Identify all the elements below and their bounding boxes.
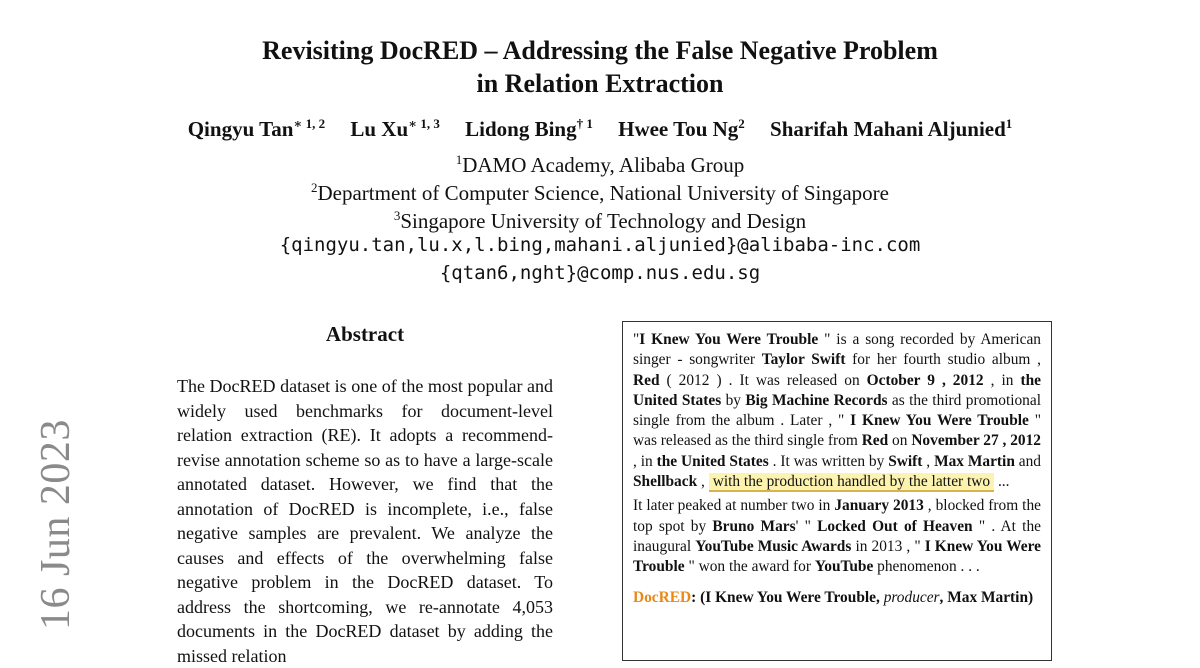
fig-p1-run-8: , in [983, 371, 1021, 389]
author-2: Lu $Xu^{∗ 1, 3}$ [350, 116, 440, 141]
fig-p1-run-1: I Knew You Were Trouble [639, 331, 819, 348]
fig-p1-run-10: by [721, 391, 746, 409]
fig-p2-run-4: ' " [795, 517, 818, 535]
figure-docred-annotation: DocRED: (I Knew You Were Trouble, producer, Max Martin) [633, 588, 1034, 606]
fig-p1-run-5: Red [633, 371, 660, 389]
fig-p2-run-5: Locked Out of Heaven [817, 517, 973, 535]
fig-p2-run-0: It later peaked at number two in [633, 497, 835, 515]
affiliation-1: $^1$DAMO Academy, Alibaba Group [455, 152, 745, 177]
fig-p1-run-11: Big Machine Records [745, 391, 888, 409]
fig-p1-run-17: November 27 , 2012 [911, 432, 1041, 450]
fig-p2-run-10: " won the award for [684, 558, 815, 576]
author-3: Lidong Bing$^{\dagger 1}$ [465, 116, 593, 141]
fig-p2-run-7: YouTube Music Awards [695, 537, 852, 555]
fig-p1-run-24: and [1014, 452, 1042, 470]
docred-label: DocRED [633, 588, 692, 606]
fig-p1-run-20: . It was written by [768, 452, 889, 470]
fig-p1-run-14: " was released as the third single from [633, 412, 1041, 450]
fig-p1-run-22: , [922, 452, 935, 470]
fig-p1-run-2: " is a song recorded by American singer - songwriter [633, 331, 1041, 369]
fig-p2-run-3: Bruno Mars [712, 517, 796, 535]
fig-p1-run-19: the United States [656, 452, 769, 470]
abstract-heading: Abstract [325, 322, 405, 346]
email-line-1: {qingyu.tan,lu.x,l.bing,mahani.aljunied}@alibaba-inc.com [279, 234, 921, 256]
fig-p2-run-6: " . At the inaugural [633, 517, 1041, 555]
figure-paragraph-1: "I Knew You Were Trouble " is a song recorded by American singer - songwriter Taylor Swift for her fourth studio album , Red ( 2012 ) . It was released on October 9 , 2012 , in the United States by Big Machine Records as the third promotional single from the album . Later , " I Knew You Were Trouble " was released as the third single from Red on November 27 , 2012 , in the United States . It was written by Swift , Max Martin and Shellback , with the production handled by the latter two ... [633, 331, 1042, 491]
highlighted-evidence: with the production handled by the latter two [709, 473, 994, 492]
paper-title [0, 34, 1200, 100]
fig-p2-run-1: January 2013 [834, 497, 924, 515]
fig-p1-run-25: Shellback [633, 473, 698, 491]
fig-p1-run-21: Swift [888, 452, 923, 470]
author-list [0, 116, 1200, 142]
fig-p1-run-12: as the third promotional single from the album . Later , " [633, 391, 1041, 430]
fig-p2-run-2: , blocked from the top spot by [633, 497, 1041, 535]
arxiv-date-stamp: 16 Jun 2023 [33, 419, 79, 630]
title-line-1: Revisiting DocRED – Addressing the False Negative Problem [262, 36, 938, 65]
author-4: Hwee Tou Ng$^2$ [618, 116, 745, 141]
title-line-2: in Relation Extraction [476, 69, 724, 98]
fig-p1-run-18: , in [633, 452, 657, 470]
author-1: Qingyu Tan$^{∗ 1, 2}$ [187, 116, 326, 141]
example-figure-box [622, 321, 1052, 661]
fig-p1-run-15: Red [861, 432, 889, 450]
fig-p2-run-11: YouTube [814, 558, 874, 576]
affiliation-3: $^3$Singapore University of Technology and Design [393, 208, 807, 233]
fig-p1-run-0: " [633, 331, 640, 348]
fig-p1-run-13: I Knew You Were Trouble [850, 412, 1029, 430]
fig-p1-run-3: Taylor Swift [761, 351, 846, 369]
fig-p1-run-23: Max Martin [934, 452, 1015, 470]
author-5: Sharifah Mahani Aljunied$^1$ [770, 116, 1013, 141]
fig-p1-run-7: October 9 , 2012 [866, 371, 984, 389]
fig-p2-run-8: in 2013 , " [851, 537, 925, 555]
fig-p2-run-12: phenomenon . . . [873, 558, 980, 576]
abstract-body: The DocRED dataset is one of the most popular and widely used benchmarks for document-level relation extraction (RE). It adopts a recommend-revise annotation scheme so as to have a large-scale annotated dataset. However, we find that the annotation of DocRED is incomplete, i.e., false negative samples are prevalent. We analyze the causes and effects of the overwhelming false negative problem in the DocRED dataset. To address the shortcoming, we re-annotate 4,053 documents in the DocRED dataset by adding the missed relation [177, 376, 553, 666]
fig-p1-run-6: ( 2012 ) . It was released on [659, 371, 867, 389]
fig-p1-run-4: for her fourth studio album , [845, 351, 1041, 369]
fig-p1-run-9: the United States [633, 371, 1041, 409]
fig-p1-run-26: , [697, 473, 709, 491]
figure-paragraph-2 [633, 496, 1041, 577]
affiliation-2: $^2$Department of Computer Science, National University of Singapore [310, 180, 889, 205]
fig-p1-run-16: on [888, 432, 912, 450]
fig-p2-run-9: I Knew You Were Trouble [633, 537, 1042, 576]
email-line-2: {qtan6,nght}@comp.nus.edu.sg [439, 262, 761, 284]
